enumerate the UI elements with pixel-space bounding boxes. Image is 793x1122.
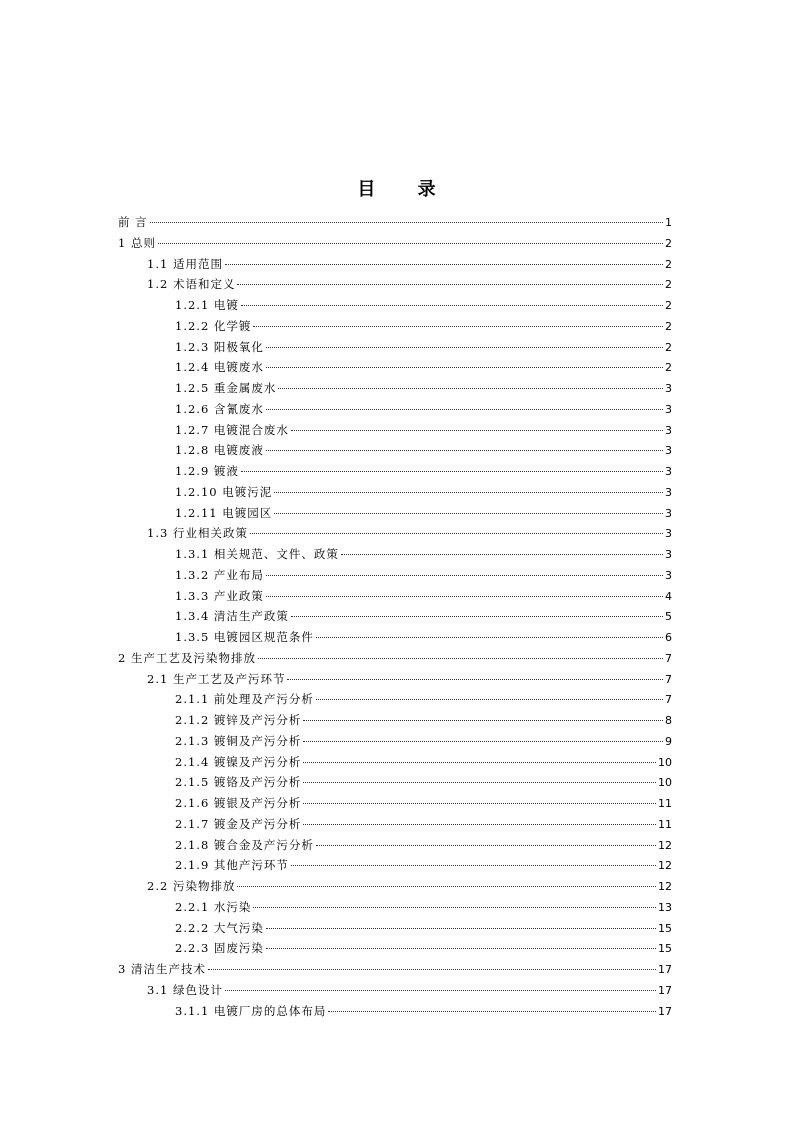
toc-dot-leader: [303, 720, 663, 721]
toc-entry-label: 2.2.1 水污染: [175, 899, 252, 914]
toc-entry-label: 2.1.5 镀铬及产污分析: [175, 775, 302, 790]
toc-entry[interactable]: [118, 752, 672, 773]
toc-dot-leader: [208, 969, 656, 970]
toc-dot-leader: [258, 658, 663, 659]
toc-dot-leader: [274, 513, 663, 514]
toc-entry[interactable]: [118, 212, 672, 233]
toc-dot-leader: [266, 948, 656, 949]
toc-entry-label: 2.2.2 大气污染: [175, 920, 264, 935]
toc-entry-label: 1 总则: [118, 235, 156, 250]
toc-entry[interactable]: [118, 918, 672, 939]
toc-entry-label: 1.2.11 电镀园区: [175, 505, 273, 520]
toc-entry[interactable]: [118, 669, 672, 690]
page-title: 目 录: [357, 179, 454, 200]
toc-entry-label: 2.1.9 其他产污环节: [175, 858, 289, 873]
toc-entry[interactable]: [118, 855, 672, 876]
toc-entry[interactable]: [118, 544, 672, 565]
toc-entry-label: 1.3.2 产业布局: [175, 567, 264, 582]
toc-entry[interactable]: [118, 274, 672, 295]
toc-entry-page-number: 2: [665, 319, 672, 333]
toc-entry-label: 1.2.8 电镀废液: [175, 443, 264, 458]
toc-entry-page-number: 15: [658, 921, 672, 935]
toc-entry-page-number: 2: [665, 278, 672, 292]
toc-entry[interactable]: [118, 959, 672, 980]
toc-entry-page-number: 3: [665, 485, 672, 499]
toc-entry[interactable]: [118, 254, 672, 275]
toc-entry[interactable]: [118, 980, 672, 1001]
toc-dot-leader: [291, 865, 656, 866]
toc-entry-page-number: 7: [665, 693, 672, 707]
toc-dot-leader: [303, 762, 656, 763]
toc-entry-label: 1.3.4 清洁生产政策: [175, 609, 289, 624]
toc-entry[interactable]: [118, 461, 672, 482]
toc-entry[interactable]: [118, 420, 672, 441]
toc-entry-label: 2.1.3 镀铜及产污分析: [175, 733, 302, 748]
toc-dot-leader: [303, 741, 663, 742]
toc-entry-page-number: 3: [665, 444, 672, 458]
toc-entry[interactable]: [118, 482, 672, 503]
toc-dot-leader: [266, 450, 663, 451]
toc-entry-page-number: 17: [658, 1004, 672, 1018]
toc-entry[interactable]: [118, 938, 672, 959]
toc-entry-label: 3.1 绿色设计: [147, 982, 223, 997]
toc-entry-label: 1.3.3 产业政策: [175, 588, 264, 603]
toc-dot-leader: [241, 305, 663, 306]
toc-entry-label: 2.1.1 前处理及产污分析: [175, 692, 314, 707]
toc-dot-leader: [237, 284, 663, 285]
toc-entry-page-number: 11: [658, 817, 672, 831]
toc-entry-page-number: 3: [665, 506, 672, 520]
toc-entry-label: 2.2.3 固废污染: [175, 941, 264, 956]
toc-entry[interactable]: [118, 1001, 672, 1022]
toc-entry[interactable]: [118, 565, 672, 586]
toc-entry-label: 1.3.1 相关规范、文件、政策: [175, 547, 339, 561]
toc-entry-page-number: 3: [665, 402, 672, 416]
toc-entry-page-number: 2: [665, 257, 672, 271]
toc-entry-page-number: 7: [665, 651, 672, 665]
toc-entry-label: 2.2 污染物排放: [147, 879, 236, 893]
toc-entry-page-number: 2: [665, 340, 672, 354]
toc-entry-page-number: 10: [658, 776, 672, 790]
toc-entry[interactable]: [118, 876, 672, 897]
toc-entry-page-number: 6: [665, 631, 672, 644]
toc-dot-leader: [266, 596, 663, 597]
toc-entry[interactable]: [118, 814, 672, 835]
toc-dot-leader: [241, 471, 663, 472]
toc-dot-leader: [266, 409, 663, 410]
toc-entry-page-number: 5: [665, 610, 672, 624]
toc-dot-leader: [250, 533, 663, 534]
toc-entry-label: 2.1.7 镀金及产污分析: [175, 816, 302, 831]
toc-entry-page-number: 7: [665, 672, 672, 686]
toc-entry[interactable]: [118, 503, 672, 524]
toc-entry-label: 1.1 适用范围: [147, 256, 223, 271]
toc-dot-leader: [225, 990, 656, 991]
toc-entry-page-number: 8: [665, 714, 672, 727]
toc-entry-label: 3.1.1 电镀厂房的总体布局: [175, 1003, 327, 1018]
toc-entry-label: 2 生产工艺及污染物排放: [118, 650, 256, 665]
toc-entry-page-number: 12: [658, 859, 672, 873]
toc-dot-leader: [303, 803, 656, 804]
toc-entry-label: 2.1 生产工艺及产污环节: [147, 671, 286, 686]
toc-entry[interactable]: [118, 399, 672, 420]
toc-entry-label: 1.2.9 镀液: [175, 464, 239, 478]
table-of-contents: [118, 212, 672, 1021]
toc-entry-page-number: 9: [665, 734, 672, 748]
toc-entry[interactable]: [118, 586, 672, 607]
toc-entry-page-number: 17: [658, 983, 672, 997]
toc-entry[interactable]: [118, 378, 672, 399]
toc-entry-page-number: 3: [665, 465, 672, 478]
toc-dot-leader: [150, 222, 663, 223]
toc-entry-page-number: 2: [665, 236, 672, 250]
toc-entry-label: 1.2 术语和定义: [147, 277, 236, 292]
toc-dot-leader: [303, 782, 656, 783]
toc-entry-page-number: 11: [658, 797, 672, 810]
toc-entry[interactable]: [118, 627, 672, 648]
toc-entry[interactable]: [118, 793, 672, 814]
toc-entry-label: 1.3 行业相关政策: [147, 526, 248, 541]
toc-dot-leader: [266, 347, 663, 348]
toc-entry-page-number: 3: [665, 382, 672, 395]
toc-entry[interactable]: [118, 523, 672, 544]
toc-entry-label: 1.3.5 电镀园区规范条件: [175, 630, 314, 644]
toc-entry[interactable]: [118, 316, 672, 337]
toc-dot-leader: [266, 928, 656, 929]
toc-entry[interactable]: [118, 606, 672, 627]
toc-dot-leader: [291, 430, 663, 431]
toc-entry-label: 1.2.10 电镀污泥: [175, 484, 273, 499]
toc-entry[interactable]: [118, 233, 672, 254]
toc-entry-label: 1.2.7 电镀混合废水: [175, 422, 289, 437]
toc-entry[interactable]: [118, 295, 672, 316]
toc-dot-leader: [158, 243, 663, 244]
toc-entry-label: 1.2.2 化学镀: [175, 318, 252, 333]
toc-entry[interactable]: [118, 772, 672, 793]
toc-entry-page-number: 3: [665, 568, 672, 582]
toc-entry[interactable]: [118, 440, 672, 461]
toc-entry[interactable]: [118, 731, 672, 752]
toc-dot-leader: [316, 637, 663, 638]
toc-dot-leader: [274, 492, 663, 493]
toc-dot-leader: [291, 616, 663, 617]
toc-dot-leader: [316, 699, 663, 700]
toc-dot-leader: [316, 845, 656, 846]
toc-entry-page-number: 12: [658, 838, 672, 852]
toc-entry[interactable]: [118, 897, 672, 918]
toc-entry[interactable]: [118, 357, 672, 378]
toc-entry-page-number: 10: [658, 755, 672, 769]
toc-entry-page-number: 2: [665, 299, 672, 312]
toc-dot-leader: [287, 679, 663, 680]
toc-dot-leader: [266, 575, 663, 576]
toc-dot-leader: [237, 886, 656, 887]
toc-entry-label: 2.1.2 镀锌及产污分析: [175, 713, 302, 727]
toc-entry-label: 1.2.4 电镀废水: [175, 360, 264, 375]
toc-entry[interactable]: [118, 835, 672, 856]
toc-entry-label: 1.2.1 电镀: [175, 298, 239, 312]
toc-entry-label: 2.1.4 镀镍及产污分析: [175, 754, 302, 769]
toc-dot-leader: [328, 1011, 656, 1012]
toc-dot-leader: [253, 907, 656, 908]
toc-entry[interactable]: [118, 337, 672, 358]
toc-dot-leader: [253, 326, 663, 327]
toc-entry-page-number: 17: [658, 963, 672, 976]
toc-entry[interactable]: [118, 710, 672, 731]
toc-dot-leader: [341, 554, 663, 555]
toc-entry-label: 1.2.6 含氰废水: [175, 401, 264, 416]
toc-entry-page-number: 13: [658, 900, 672, 914]
toc-entry-label: 1.2.3 阳极氧化: [175, 339, 264, 354]
toc-entry-page-number: 3: [665, 527, 672, 541]
toc-dot-leader: [303, 824, 656, 825]
toc-entry-label: 2.1.8 镀合金及产污分析: [175, 837, 314, 852]
toc-entry-page-number: 2: [665, 361, 672, 375]
toc-dot-leader: [266, 367, 663, 368]
toc-entry-page-number: 15: [658, 942, 672, 956]
toc-entry-label: 前 言: [118, 215, 148, 229]
toc-dot-leader: [278, 388, 663, 389]
toc-entry-label: 3 清洁生产技术: [118, 962, 206, 976]
toc-dot-leader: [225, 264, 663, 265]
toc-entry-page-number: 12: [658, 880, 672, 893]
toc-entry-label: 2.1.6 镀银及产污分析: [175, 796, 302, 810]
toc-entry[interactable]: [118, 648, 672, 669]
toc-entry[interactable]: [118, 689, 672, 710]
toc-entry-page-number: 4: [665, 589, 672, 603]
toc-entry-page-number: 3: [665, 423, 672, 437]
toc-entry-page-number: 1: [665, 216, 672, 229]
toc-entry-page-number: 3: [665, 548, 672, 561]
toc-entry-label: 1.2.5 重金属废水: [175, 381, 277, 395]
